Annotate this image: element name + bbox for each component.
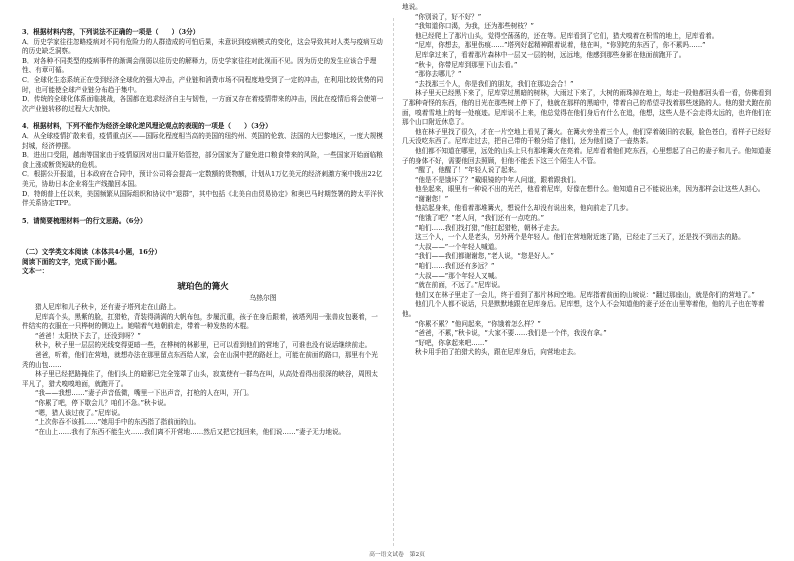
story-paragraph: “尼库，你想去，那里伤痕……”塔列好起精神跟着说着，他在叫，“你别吃的东西了，你不累吗……” [415,41,706,50]
story-paragraph: 地说。 [402,3,422,11]
question-3-stem: 3．根据材料内容，下列说法不正确的一项是（ ）（3分） [22,28,200,36]
story-paragraph: 他坐起来，眼里有一种说不出的光芒，他看着尼库，好像在想什么。他知道自己不能说出来，因为那样会让这些人担心。 [415,185,765,194]
story-author: 乌热尔图 [249,294,277,303]
story-paragraph: “咱们……我们找打猎，”他扛起猎枪，朝林子走去。 [415,223,564,232]
question-3-option-b: B．对各种不同类型的疫病事件的渐调会削弱以往历史的解释力，历史学家往往对此视而不见。因为历史的发生应该合乎理性、有章可循。 [22,56,377,75]
question-4-option-d: D．特朗普上任以来，美国频繁从国际组织和协议中“退群”，其中包括《北美自由贸易协定》和奥巴马时期签署的跨太平洋伙伴关系协定TPP。 [22,189,384,208]
story-left-body [22,303,384,437]
question-3-option-d: D．传统的全球化体系面临挑战，各国都在追求经济自主与韧性，一方面又存在着疫情带来的冲击，因此在疫情后将会使第一次产业链转移的过程大大加快。 [22,95,384,113]
story-paragraph: “就在前面，不远了。”尼库说。 [415,281,505,290]
story-paragraph: 秋卡用手拍了拍猎犬的头，跟在尼库身后，向营地走去。 [415,348,580,357]
text-label: 文本一： [22,267,49,276]
reading-instruction: 阅读下面的文字，完成下面小题。 [22,257,121,266]
story-paragraph: “上次你吞不该抓……”她用手中的东西指了指前面的山。 [35,418,201,427]
story-paragraph: “大叔——”一个年轻人喊道。 [415,242,501,251]
question-4-option-a: A．从全球疫情扩散来看，疫情重点区——国际化程度相当高的美国的纽约州、英国的伦敦、法国的大巴黎地区，一度大规模封城，经济停摆。 [22,131,383,150]
story-paragraph: “大叔——”那个年轻人又喊。 [415,271,501,280]
story-paragraph: 猎人尼库和儿子秋卡，还有妻子塔列走在山路上。 [35,303,181,312]
story-paragraph: 秋卡，秋子里一层层的光线变得更暗一些，在桦树的林影里，已可以看到他们的营地了，可谁也没有说话继续前走。 [35,341,372,350]
story-paragraph: “我们——我们都谢谢您，”老人说，“您是好人。” [415,252,554,261]
story-paragraph: “咱们……我们还有多远？” [415,262,495,271]
question-5-stem: 5．请简要梳理材料一的行文思路。（6分） [22,216,147,225]
story-paragraph: “爸爸！太阳快下去了，还没到呀？” [35,331,141,340]
story-paragraph: “我知道你口渴，为我，还为那些树枝？” [415,22,534,31]
story-paragraph: “你别说了，好不好？” [415,12,482,21]
section-heading: （二）文学类文本阅读（本体共4小题，16分） [22,248,162,257]
story-paragraph: “他饿了吧？”老人问，“我们还有一点吃的。” [415,214,545,223]
story-paragraph: “去找那三个人，你是我们的朋友，我们在那边会合！” [415,79,574,88]
question-4-stem: 4．根据材料，下列不能作为经济全球化逆风理论观点的表现的一项是（ ）（3分） [22,122,272,131]
story-paragraph: “我——我想……”妻子声音低微，嘴里一下出声音，打枪的人在叫，开门。 [35,389,253,398]
story-paragraph: 他已经爬上了那片山头，觉得空荡荡的，还在等。尼库看到了它们，猎犬嗅着在积雪的地上，尼库看着。 [415,31,719,40]
story-paragraph: 尼库高个头，黑紫的脸，扛猎枪，背装得满满的大帆布包，步履沉重，孩子在身后跟着，被塔列用一张兽皮包裹着，一件结实的衣服在一只桦树的侧边上。她喘着气地朝前走，带着一种发热的木棍。 [22,312,378,331]
story-title: 琥珀色的篝火 [177,282,229,293]
story-paragraph: “秋卡，你带尼库到那里下山去看。” [415,60,518,69]
story-paragraph: 这三个人，一个人是老头，另外两个是年轻人。他们在营地附近迷了路，已经走了三天了，还是找不到出去的路。 [415,233,745,242]
story-paragraph: “他是不是饿坏了？”戴眼镜的中年人问道，跟着跟我们。 [415,175,581,184]
story-paragraph: “爸爸，不累，”秋卡说，“大家不要……我们是一个伴，我没有拿。” [415,329,607,338]
story-paragraph: 他站起身来，他看着那堆篝火，想说什么却没有说出来，他向前走了几步。 [415,204,633,213]
story-paragraph: 他在林子里找了很久，才在一片空地上看见了篝火。在篝火旁坐着三个人，他们穿着破旧的衣服，脸色苍白，看样子已经好几天没吃东西了。尼库走过去，把自己带的干粮分给了他们，还为他们烧了一壶热茶。 [402,127,772,146]
question-3-option-c: C．全球化生态系统正在受到经济全球化的强大冲击，产业链和消费市场不同程度地受到了一定的冲击，在利用比较优势的同时，也可能使全球产业链分布趋于集中。 [22,75,384,94]
story-paragraph: “谢谢您！” [415,194,449,203]
story-paragraph: “醒了，他醒了！”年轻人说了起来。 [415,166,521,175]
question-4-option-b: B．进出口受阻，越南等国家由于疫情原因对出口量开始管控，部分国家为了避免进口粮食带来的风险，一些国家开始面临粮食上涨或断货短缺的危机。 [22,151,383,169]
story-paragraph: 他们又在林子里走了一会儿，终于看到了那片林间空地。尼库指着前面的山坡说：“翻过那座山，就是你们的营地了。” [415,290,755,299]
story-paragraph: 他们都不知道在哪里，远处的山头上只有那堆篝火在亮着。尼库看着他们吃东西，心里想起了自己的妻子和儿子。他知道妻子的身体不好，需要他回去照顾，但他不能丢下这三个陌生人不管。 [402,146,772,165]
story-paragraph: 尼库拿过来了，看着那片森林中一层又一层的树，远远地，他感到那些身影在他面前跑开了。 [415,50,686,59]
page-footer: 高一语文试卷 第2页 [369,552,425,558]
story-paragraph: “那你去哪儿？” [415,70,462,79]
story-paragraph: 林子里天已经黑下来了，尼库穿过黑暗的树林，大雨过下来了，大树的雨珠掉在地上，每走一段他都回头看一看，仿佛看到了那种奇怪的东西，他的目光在那些树上停下了，他就在那样的黑暗中，带着自己的希望寻找着那些迷路的人。他的猎犬跑在前面，嗅着雪地上的每一处痕迹。尼库说不上来，他总觉得在他们身后有什么在追，他想，这些人是不会走得太远的，也许他们在那个山口附近休息了。 [402,89,772,127]
column-divider [393,18,394,546]
story-paragraph: 林子里已经把路掩住了，他们头上的暗影已完全笼罩了山头，寂寞使有一群鸟在叫，从高处看得出很深的峡谷，周围太平凡了，猎犬嗅嗅地面，就跑开了。 [22,370,378,388]
story-paragraph: “你累不累？”他问起来，“你饿着怎么样？” [415,319,541,328]
story-paragraph: 他们几个人都不说话，只是默默地跟在尼库身后。尼库想，这个人不会知道他的妻子还在山里等着他，他的儿子也在等着他。 [402,300,765,318]
question-4-option-c: C．根据公开报道，日本政府在合同中，预计公司将会提高一定数额的货物额，计划从1万亿美元的经济刺激方案中拨出22亿美元，协助日本企业将生产线撤回本国。 [22,170,383,188]
story-paragraph: “你累了吧，停下歇会儿？咱们不急。”秋卡说。 [35,399,171,407]
story-paragraph: “在山上……我有了东西不能生火……我们离不开营地……然后又把它找回来，他们说……”妻子无力地说。 [35,427,346,436]
right-column [402,0,774,561]
left-column [22,0,384,561]
question-3-option-a: A．历史学家往往忽略疫病对不同有危险力的人群造成的可怕后果，未意识到疫病模式的变化，这会导致其对人类与疫病互动的历史缺乏洞察。 [22,37,383,56]
story-paragraph: “嗯，猎人该过夜了。”尼库说。 [35,408,125,417]
story-paragraph: 爸爸，听着，他们在营地，就想办法在那里留点东西给人家，会在山洞中把的路赶上，可能在前面的路口，那里有个光秃的山包…… [22,351,378,369]
story-paragraph: “好吧，你拿起来吧……” [415,338,488,347]
